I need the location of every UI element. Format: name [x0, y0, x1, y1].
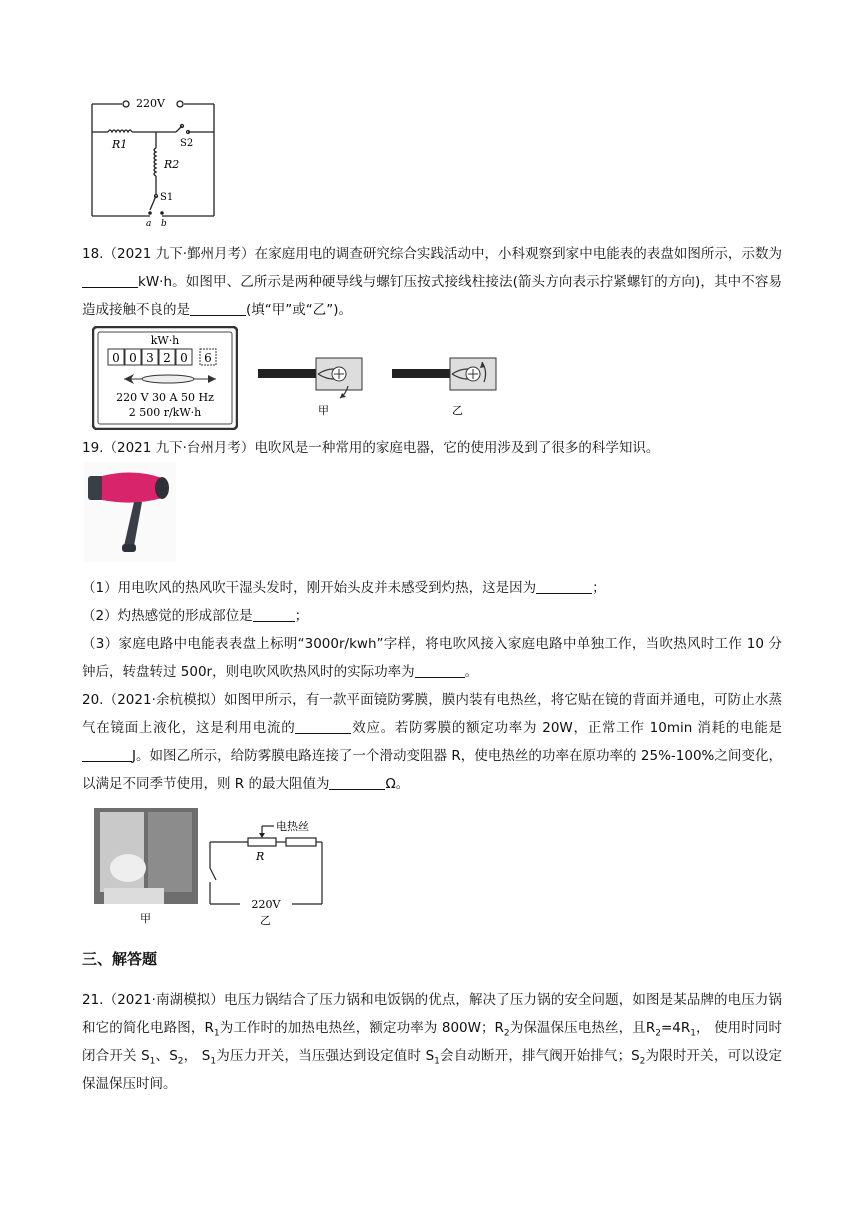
question-19-item-2: （2）灼热感觉的形成部位是 ；: [82, 608, 309, 624]
terminal-yi-figure: [390, 352, 502, 422]
answer-blank[interactable]: [82, 747, 132, 762]
label-220v: 220V: [251, 898, 281, 911]
meter-digit: 0: [112, 351, 120, 365]
question-source: （2021 九下·台州月考）: [103, 440, 255, 456]
question-19-item-3: （3）家庭电路中电能表表盘上标明“3000r/kwh”字样，将电吹风接入家庭电路中单独工作，当吹热风时工作 10 分钟后，转盘转过 500r，则电吹风吹热风时的实际功率为 。: [82, 636, 782, 680]
label-r1: R1: [112, 138, 128, 151]
label-jia: 甲: [140, 912, 151, 925]
label-220v: 220V: [136, 97, 165, 110]
label-heater-wire: 电热丝: [276, 820, 309, 833]
electric-meter-figure: [92, 326, 238, 430]
meter-digit: 2: [163, 351, 171, 365]
label-s1: S1: [160, 192, 174, 203]
label-s2: S2: [180, 138, 194, 149]
meter-unit: kW·h: [150, 334, 180, 347]
answer-blank[interactable]: [536, 579, 592, 594]
answer-blank[interactable]: [253, 607, 295, 622]
answer-blank[interactable]: [329, 775, 385, 790]
label-r: R: [256, 850, 265, 863]
question-number: 19.: [82, 440, 104, 456]
section-heading: 三、解答题: [82, 950, 158, 968]
answer-blank[interactable]: [295, 719, 351, 734]
circuit-diagram-q17: [84, 92, 220, 230]
answer-blank[interactable]: [190, 301, 246, 316]
question-source: （2021·余杭模拟）: [103, 692, 225, 708]
meter-digit: 6: [204, 351, 212, 365]
answer-blank[interactable]: [82, 273, 138, 288]
mirror-photo-figure: [94, 808, 198, 928]
label-a: a: [146, 219, 152, 229]
question-number: 18.: [82, 246, 104, 262]
meter-digit: 3: [146, 351, 154, 365]
meter-digit: 0: [129, 351, 137, 365]
label-b: b: [161, 219, 167, 229]
heater-circuit-figure: [200, 808, 334, 930]
hair-dryer-figure: [84, 462, 176, 562]
answer-blank[interactable]: [415, 663, 465, 678]
label-r2: R2: [164, 158, 180, 171]
label-jia: 甲: [318, 404, 329, 417]
question-source: （2021 九下·鄞州月考）: [103, 246, 255, 262]
label-yi: 乙: [260, 914, 271, 927]
question-19-item-1: （1）用电吹风的热风吹干湿头发时，刚开始头皮并未感受到灼热，这是因为 ；: [82, 580, 606, 596]
question-number: 20.: [82, 692, 104, 708]
question-21: 21.（2021·南湖模拟）电压力锅结合了压力锅和电饭锅的优点，解决了压力锅的安全问题，如图是某品牌的电压力锅和它的简化电路图，$R_1$为工作时的加热电热丝，额定功率为 800W；$R_2$为保温保压电热丝，且$R_2=4R_1$， 使用时同时闭合开关 $S_1$、$S_2$， $S_1$为压力开关，当压强达到设定值时 $S_1$会自动断开，排气阀开始排气；$S_2$为限时开关，可以设定保温保压时间。: [82, 992, 783, 1092]
meter-spec-line1: 220 V 30 A 50 Hz: [116, 391, 214, 404]
question-20: 20.（2021·余杭模拟）如图甲所示，有一款平面镜防雾膜，膜内装有电热丝，将它贴在镜的背面并通电，可防止水蒸气在镜面上液化，这是利用电流的 效应。若防雾膜的额定功率为 20W，正常工作 10min 消耗的电能是J。如图乙所示，给防雾膜电路连接了一个滑动变阻器 R，使电热丝的功率在原功率的 25%-100%之间变化，以满足不同季节使用，则 R 的最大阻值为 Ω。: [82, 692, 783, 792]
question-source: （2021·南湖模拟）: [103, 992, 225, 1008]
terminal-jia-figure: [256, 352, 368, 422]
question-18: 18.（2021 九下·鄞州月考）在家庭用电的调查研究综合实践活动中，小科观察到家中电能表的表盘如图所示，示数为kW·h。如图甲、乙所示是两种硬导线与螺钉压按式接线柱接法(箭头方向表示拧紧螺钉的方向)，其中不容易造成接触不良的是 (填“甲”或“乙”)。: [82, 246, 782, 318]
meter-digit: 0: [180, 351, 188, 365]
label-yi: 乙: [452, 404, 463, 417]
question-19: 19.（2021 九下·台州月考）电吹风是一种常用的家庭电器，它的使用涉及到了很多的科学知识。: [82, 440, 660, 456]
question-number: 21.: [82, 992, 104, 1008]
meter-spec-line2: 2 500 r/kW·h: [128, 406, 202, 419]
